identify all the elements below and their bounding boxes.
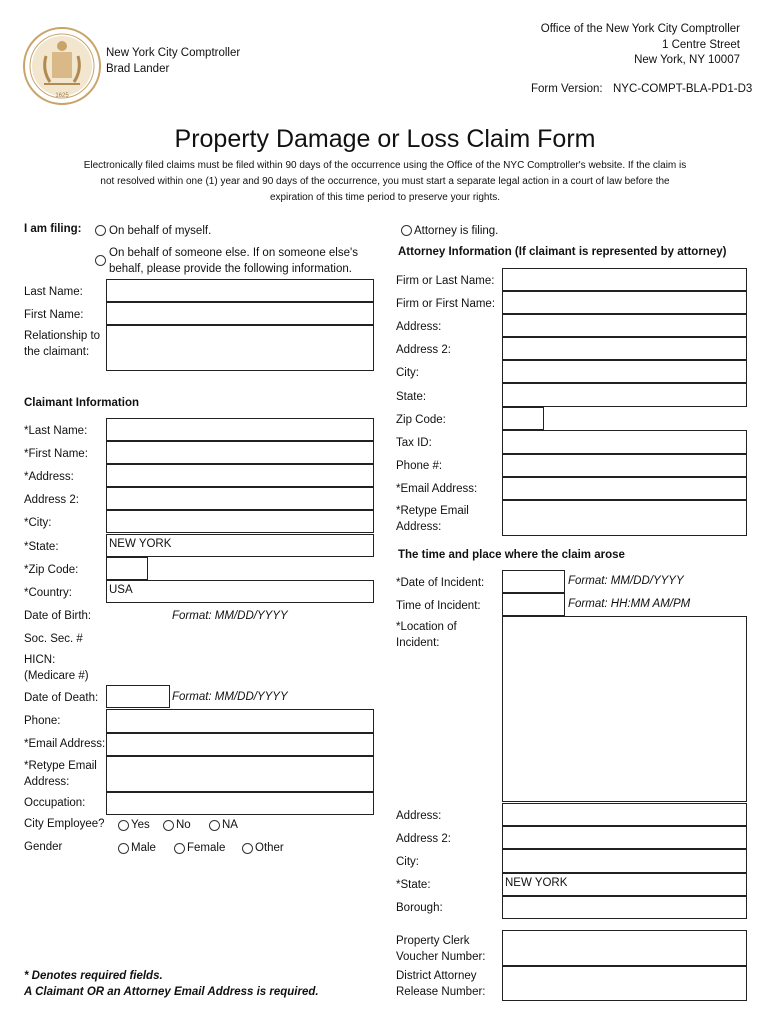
gender-label: Gender — [24, 841, 63, 853]
attorney-address2-label: Address 2: — [396, 344, 451, 356]
employee-yes-label: Yes — [131, 819, 150, 831]
claimant-hicn-label2: (Medicare #) — [24, 670, 89, 682]
attorney-phone-input[interactable] — [502, 454, 747, 477]
incident-date-input[interactable] — [502, 570, 565, 593]
claimant-dod-input[interactable] — [106, 685, 170, 708]
claimant-retype-email-input[interactable] — [106, 756, 374, 792]
incident-borough-input[interactable] — [502, 896, 747, 919]
claimant-retype-label1: *Retype Email — [24, 760, 97, 772]
da-release-label1: District Attorney — [396, 970, 477, 982]
attorney-firm-first-input[interactable] — [502, 291, 747, 314]
page-subtitle: Electronically filed claims must be filed within 90 days of the occurrence using the Office of the NYC Comptroller's website. If the claim is not resolved within one (1) year and 90 days of the occurrence, you must start a separate legal action in a court of law before the expiration of this time period to preserve your rights. — [83, 160, 687, 203]
office-address — [541, 22, 740, 69]
rep-relationship-input[interactable] — [106, 325, 374, 371]
attorney-state-label: State: — [396, 391, 427, 403]
incident-time-label: Time of Incident: — [396, 600, 481, 612]
incident-location-label2: Incident: — [396, 637, 440, 649]
required-note: * Denotes required fields. — [24, 970, 163, 982]
attorney-firm-last-label: Firm or Last Name: — [396, 275, 495, 287]
radio-someone-else[interactable] — [95, 255, 106, 266]
incident-address2-label: Address 2: — [396, 833, 451, 845]
incident-date-label: *Date of Incident: — [396, 577, 485, 589]
claimant-country-input[interactable]: USA — [106, 580, 374, 603]
page-title: Property Damage or Loss Claim Form — [174, 125, 596, 153]
email-required-note: A Claimant OR an Attorney Email Address is required. — [24, 986, 319, 998]
gender-other-label: Other — [255, 842, 284, 854]
form-version-value: NYC-COMPT-BLA-PD1-D3 — [613, 83, 753, 95]
claimant-occupation-label: Occupation: — [24, 797, 86, 809]
claimant-ssn-label: Soc. Sec. # — [24, 633, 83, 645]
seal-year: 1625 — [55, 93, 69, 99]
claimant-email-input[interactable] — [106, 733, 374, 756]
org-name: New York City Comptroller — [106, 47, 241, 59]
claimant-dob-label: Date of Birth: — [24, 610, 92, 622]
voucher-label1: Property Clerk — [396, 935, 470, 947]
office-line1: Office of the New York City Comptroller — [540, 23, 740, 35]
radio-employee-yes[interactable] — [118, 820, 129, 831]
city-employee-label: City Employee? — [24, 818, 105, 830]
rep-last-name-label: Last Name: — [24, 286, 83, 298]
attorney-retype-email-input[interactable] — [502, 500, 747, 536]
attorney-firm-first-label: Firm or First Name: — [396, 298, 496, 310]
claimant-address2-label: Address 2: — [24, 494, 79, 506]
claimant-dod-format: Format: MM/DD/YYYY — [172, 691, 288, 703]
incident-heading: The time and place where the claim arose — [398, 549, 625, 561]
claimant-email-label: *Email Address: — [24, 738, 106, 750]
office-line3: New York, NY 10007 — [634, 54, 740, 66]
attorney-heading: Attorney Information (If claimant is represented by attorney) — [398, 246, 727, 258]
incident-address-label: Address: — [396, 810, 442, 822]
attorney-email-input[interactable] — [502, 477, 747, 500]
claimant-country-label: *Country: — [24, 587, 72, 599]
claimant-address2-input[interactable] — [106, 487, 374, 510]
attorney-city-input[interactable] — [502, 360, 747, 383]
attorney-phone-label: Phone #: — [396, 460, 443, 472]
attorney-retype-label2: Address: — [396, 521, 442, 533]
incident-address-input[interactable] — [502, 803, 747, 826]
claimant-state-label: *State: — [24, 541, 59, 553]
claimant-last-name-input[interactable] — [106, 418, 374, 441]
incident-borough-label: Borough: — [396, 902, 443, 914]
incident-state-label: *State: — [396, 879, 431, 891]
claimant-retype-label2: Address: — [24, 776, 70, 788]
voucher-number-input[interactable] — [502, 930, 747, 966]
incident-date-format: Format: MM/DD/YYYY — [568, 575, 684, 587]
da-release-label2: Release Number: — [396, 986, 486, 998]
claimant-heading: Claimant Information — [24, 397, 140, 409]
option-else-line1: On behalf of someone else. If on someone else's — [109, 247, 358, 259]
claimant-address-label: *Address: — [24, 471, 74, 483]
claimant-city-input[interactable] — [106, 510, 374, 533]
claimant-address-input[interactable] — [106, 464, 374, 487]
gender-female-label: Female — [187, 842, 226, 854]
attorney-firm-last-input[interactable] — [502, 268, 747, 291]
claimant-occupation-input[interactable] — [106, 792, 374, 815]
nyc-seal-logo — [22, 26, 102, 106]
claimant-first-name-label: *First Name: — [24, 448, 88, 460]
incident-location-label1: *Location of — [396, 621, 457, 633]
attorney-retype-label1: *Retype Email — [396, 505, 469, 517]
radio-gender-male[interactable] — [118, 843, 129, 854]
person-name: Brad Lander — [106, 63, 170, 75]
radio-employee-no[interactable] — [163, 820, 174, 831]
rep-relationship-label2: the claimant: — [24, 346, 90, 358]
incident-state-input[interactable]: NEW YORK — [502, 873, 747, 896]
attorney-state-input[interactable] — [502, 383, 747, 407]
radio-gender-other[interactable] — [242, 843, 253, 854]
voucher-label2: Voucher Number: — [396, 951, 486, 963]
attorney-address-input[interactable] — [502, 314, 747, 337]
incident-location-input[interactable] — [502, 616, 747, 802]
attorney-taxid-input[interactable] — [502, 430, 747, 454]
claimant-last-name-label: *Last Name: — [24, 425, 88, 437]
incident-city-label: City: — [396, 856, 419, 868]
incident-time-input[interactable] — [502, 593, 565, 616]
claimant-dod-label: Date of Death: — [24, 692, 99, 704]
claimant-state-input[interactable]: NEW YORK — [106, 534, 374, 557]
filing-label: I am filing: — [24, 223, 82, 235]
rep-first-name-input[interactable] — [106, 302, 374, 325]
attorney-city-label: City: — [396, 367, 419, 379]
employee-no-label: No — [176, 819, 191, 831]
radio-attorney[interactable] — [401, 225, 412, 236]
claimant-dob-format: Format: MM/DD/YYYY — [172, 610, 288, 622]
incident-time-format: Format: HH:MM AM/PM — [568, 598, 691, 610]
da-release-number-input[interactable] — [502, 966, 747, 1001]
rep-relationship-label1: Relationship to — [24, 330, 101, 342]
gender-male-label: Male — [131, 842, 156, 854]
claimant-zip-input[interactable] — [106, 557, 148, 580]
office-line2: 1 Centre Street — [662, 38, 740, 51]
attorney-address-label: Address: — [396, 321, 442, 333]
incident-city-input[interactable] — [502, 849, 747, 873]
incident-address2-input[interactable] — [502, 826, 747, 849]
radio-employee-na[interactable] — [209, 820, 220, 831]
employee-na-label: NA — [222, 819, 238, 831]
rep-last-name-input[interactable] — [106, 279, 374, 302]
claimant-hicn-label1: HICN: — [24, 654, 56, 666]
claimant-city-label: *City: — [24, 517, 52, 529]
claimant-first-name-input[interactable] — [106, 441, 374, 464]
option-else-line2: behalf, please provide the following information. — [109, 263, 352, 275]
option-self-label: On behalf of myself. — [109, 225, 212, 237]
form-version-label: Form Version: — [531, 83, 603, 95]
attorney-zip-label: Zip Code: — [396, 414, 446, 426]
radio-self[interactable] — [95, 225, 106, 236]
claimant-phone-input[interactable] — [106, 709, 374, 733]
claimant-phone-label: Phone: — [24, 715, 61, 727]
attorney-email-label: *Email Address: — [396, 483, 478, 495]
option-attorney-label: Attorney is filing. — [414, 225, 499, 237]
attorney-taxid-label: Tax ID: — [396, 437, 432, 449]
attorney-address2-input[interactable] — [502, 337, 747, 360]
attorney-zip-input[interactable] — [502, 407, 544, 430]
rep-first-name-label: First Name: — [24, 309, 84, 321]
radio-gender-female[interactable] — [174, 843, 185, 854]
claimant-zip-label: *Zip Code: — [24, 564, 79, 576]
